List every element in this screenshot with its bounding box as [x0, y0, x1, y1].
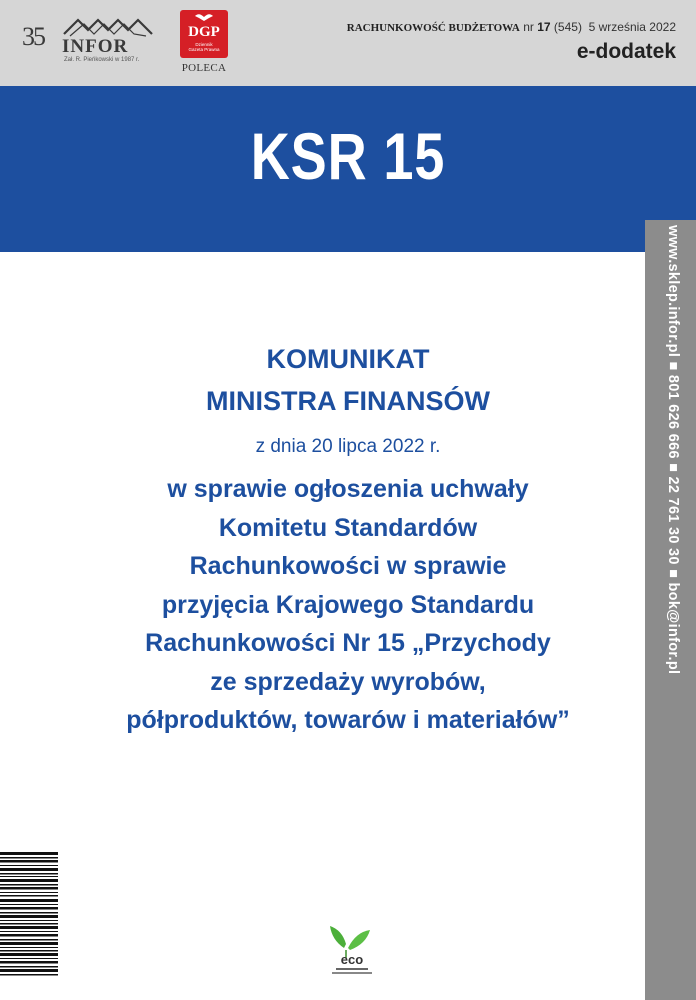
- subject-line: Rachunkowości w sprawie: [189, 552, 507, 580]
- dgp-letters: DGP: [188, 24, 220, 40]
- announcement: [30, 338, 666, 740]
- svg-text:eco: eco: [340, 952, 364, 967]
- publication-name: RACHUNKOWOŚĆ BUDŻETOWA: [346, 22, 520, 34]
- infor-wave-icon: [60, 16, 156, 38]
- infor-tagline: Zał. R. Pieńkowski w 1987 r.: [64, 57, 140, 63]
- dgp-subtitle: [180, 42, 228, 52]
- dgp-recommends: POLECA: [181, 62, 227, 74]
- nr-label: nr: [523, 20, 534, 34]
- announcement-heading: [30, 338, 666, 422]
- issue-date: 5 września 2022: [588, 20, 676, 34]
- supplement-label: e-dodatek: [576, 40, 676, 63]
- document-title: KSR 15: [250, 119, 446, 193]
- dgp-subtitle-line1: Dziennik: [195, 42, 213, 47]
- subject-line: półproduktów, towarów i materiałów”: [126, 706, 570, 734]
- contact-info: www.sklep.infor.pl ■ 801 626 666 ■ 22 761 30 30 ■ bok@infor.pl: [665, 225, 681, 675]
- infor-logo: [20, 16, 160, 68]
- heading-line-1: KOMUNIKAT: [266, 344, 430, 374]
- announcement-date: z dnia 20 lipca 2022 r.: [255, 436, 441, 457]
- dgp-subtitle-line2: Gazeta Prawna: [188, 47, 220, 52]
- subject-line: przyjęcia Krajowego Standardu: [161, 590, 535, 619]
- issue-line: [347, 20, 676, 34]
- issue-info: [347, 20, 676, 64]
- anniversary-number: 35: [22, 22, 44, 51]
- eco-paper-leaf-icon: [322, 918, 382, 976]
- subject-line: Komitetu Standardów: [218, 513, 478, 542]
- announcement-subject: [30, 470, 666, 740]
- issue-number: 17: [537, 20, 551, 34]
- subject-line: Rachunkowości Nr 15 „Przychody: [145, 629, 551, 657]
- dgp-badge: [180, 10, 228, 58]
- issue-total: (545): [553, 20, 582, 34]
- heading-line-2: MINISTRA FINANSÓW: [206, 386, 490, 416]
- barcode-icon: [0, 852, 58, 977]
- eagle-icon: [194, 12, 214, 22]
- header-bar: [0, 0, 696, 86]
- subject-line: w sprawie ogłoszenia uchwały: [167, 475, 529, 503]
- infor-brand: INFOR: [62, 36, 129, 57]
- dgp-logo: [176, 10, 232, 76]
- subject-line: ze sprzedaży wyrobów,: [210, 667, 486, 696]
